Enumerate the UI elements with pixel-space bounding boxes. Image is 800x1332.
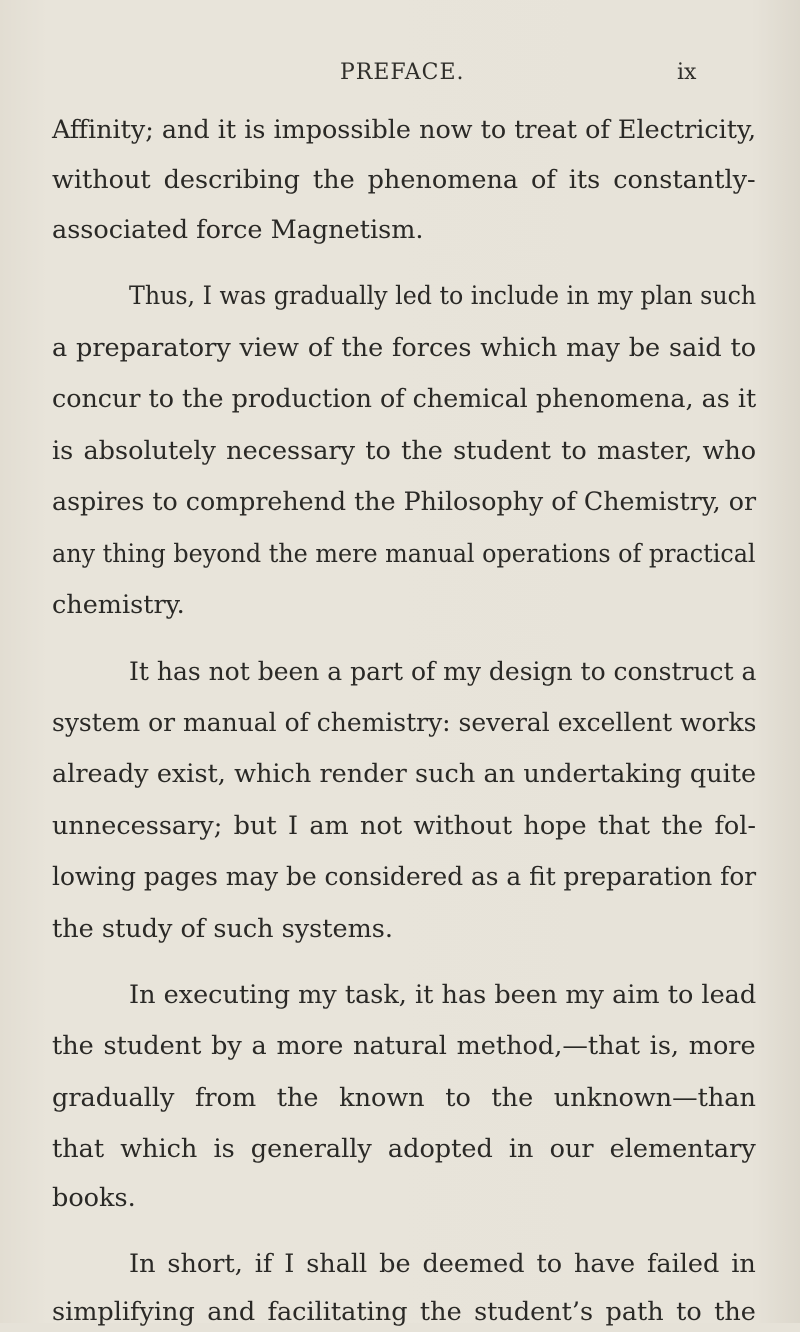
text-line: the student by a more natural method,—that is, more: [52, 1031, 756, 1061]
page-number: ix: [677, 60, 697, 85]
text-line: aspires to comprehend the Philosophy of Chemistry, or: [52, 487, 757, 517]
text-line: already exist, which render such an undertaking quite: [52, 759, 757, 789]
text-line: chemistry.: [52, 590, 185, 620]
text-line: lowing pages may be considered as a fit preparation for: [52, 862, 757, 892]
text-line: that which is generally adopted in our elementary: [52, 1134, 756, 1164]
text-line: books.: [52, 1183, 136, 1213]
text-line: Affinity; and it is impossible now to treat of Electricity,: [52, 115, 757, 145]
text-line: is absolutely necessary to the student to master, who: [52, 436, 757, 466]
text-line: It has not been a part of my design to construct a: [129, 657, 757, 687]
text-line: without describing the phenomena of its constantly-: [52, 165, 756, 195]
running-head: [0, 60, 800, 90]
running-title: PREFACE.: [340, 60, 465, 85]
text-line: simplifying and facilitating the student’s path to the: [52, 1297, 756, 1327]
text-line: In short, if I shall be deemed to have failed in: [129, 1249, 756, 1279]
text-line: a preparatory view of the forces which may be said to: [52, 333, 757, 363]
text-line: In executing my task, it has been my aim to lead: [129, 980, 757, 1010]
text-line: system or manual of chemistry: several excellent works: [52, 708, 757, 738]
text-line: Thus, I was gradually led to include in my plan such: [129, 281, 757, 311]
text-line: associated force Magnetism.: [52, 215, 424, 245]
text-line: concur to the production of chemical phenomena, as it: [52, 384, 757, 414]
text-line: the study of such systems.: [52, 914, 393, 944]
text-line: any thing beyond the mere manual operations of practical: [52, 539, 756, 569]
text-line: unnecessary; but I am not without hope that the fol-: [52, 811, 757, 841]
text-line: gradually from the known to the unknown—than: [52, 1083, 756, 1113]
